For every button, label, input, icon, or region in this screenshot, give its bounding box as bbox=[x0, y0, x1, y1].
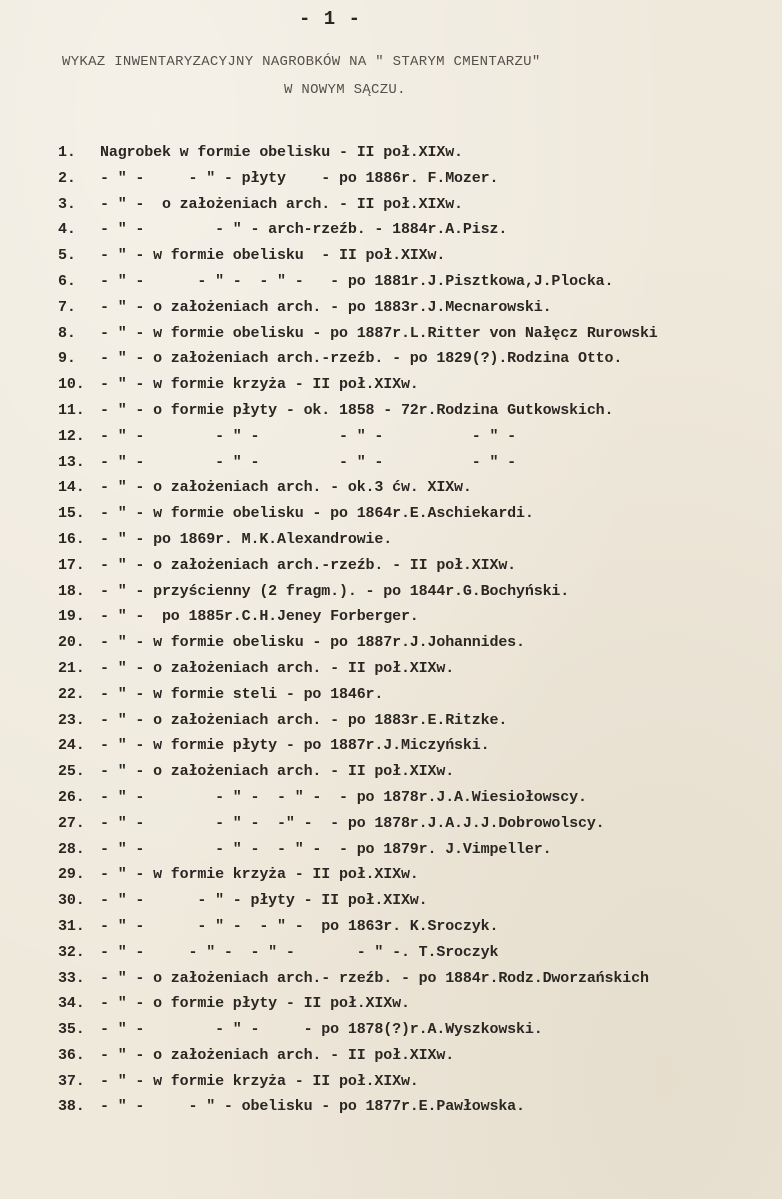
entry-text: - " - - " - - " - - po 1878r.J.A.Wiesiołowscy. bbox=[100, 788, 587, 806]
entry-text: - " - o założeniach arch. - II poł.XIXw. bbox=[100, 763, 455, 781]
list-item bbox=[0, 630, 782, 656]
entry-number: 30. bbox=[58, 892, 85, 910]
entry-text: - " - - " - - " - - " - bbox=[100, 453, 517, 471]
entry-number: 15. bbox=[58, 505, 85, 523]
entry-number: 18. bbox=[58, 582, 85, 600]
document-title: WYKAZ INWENTARYZACYJNY NAGROBKÓW NA " STARYM CMENTARZU" bbox=[62, 54, 541, 70]
entry-text: - " - o założeniach arch. - po 1883r.E.Ritzke. bbox=[100, 711, 508, 729]
entry-number: 8. bbox=[58, 324, 76, 342]
entry-number: 38. bbox=[58, 1098, 85, 1116]
entry-number: 31. bbox=[58, 917, 85, 935]
entry-text: - " - - " - - " - - " - bbox=[100, 427, 517, 445]
entry-number: 4. bbox=[58, 221, 76, 239]
list-item bbox=[0, 1069, 782, 1095]
entry-number: 1. bbox=[58, 144, 76, 161]
entry-number: 16. bbox=[58, 530, 85, 548]
list-item bbox=[0, 501, 782, 527]
entry-number: 34. bbox=[58, 995, 85, 1013]
list-item bbox=[0, 553, 782, 579]
list-item bbox=[0, 217, 782, 243]
list-item bbox=[0, 579, 782, 605]
list-item bbox=[0, 243, 782, 269]
entry-text: - " - - " - - " - - po 1879r. J.Vimpeller. bbox=[100, 840, 552, 858]
entry-number: 6. bbox=[58, 272, 76, 290]
inventory-list bbox=[0, 140, 782, 1120]
list-item bbox=[0, 295, 782, 321]
list-item bbox=[0, 372, 782, 398]
entry-number: 7. bbox=[58, 298, 76, 316]
entry-text: - " - - " - płyty - po 1886r. F.Mozer. bbox=[100, 169, 499, 187]
entry-text: - " - - " - - " - - po 1881r.J.Pisztkowa,J.Plocka. bbox=[100, 272, 614, 290]
entry-number: 25. bbox=[58, 763, 85, 781]
list-item bbox=[0, 682, 782, 708]
entry-text: - " - przyścienny (2 fragm.). - po 1844r.G.Bochyński. bbox=[100, 582, 570, 600]
entry-text: - " - o założeniach arch. - II poł.XIXw. bbox=[100, 195, 463, 213]
entry-text: - " - o założeniach arch. - ok.3 ćw. XIXw. bbox=[100, 479, 472, 497]
list-item bbox=[0, 140, 782, 166]
entry-number: 17. bbox=[58, 556, 85, 574]
entry-number: 28. bbox=[58, 840, 85, 858]
entry-text: - " - - " - - po 1878(?)r.A.Wyszkowski. bbox=[100, 1021, 543, 1039]
entry-text: - " - - " - obelisku - po 1877r.E.Pawłowska. bbox=[100, 1098, 525, 1116]
list-item bbox=[0, 346, 782, 372]
entry-text: - " - o założeniach arch.- rzeźb. - po 1884r.Rodz.Dworzańskich bbox=[100, 969, 649, 987]
entry-number: 33. bbox=[58, 969, 85, 987]
list-item bbox=[0, 811, 782, 837]
list-item bbox=[0, 450, 782, 476]
entry-text: - " - po 1869r. M.K.Alexandrowie. bbox=[100, 530, 393, 548]
entry-text: - " - w formie krzyża - II poł.XIXw. bbox=[100, 1072, 419, 1090]
list-item bbox=[0, 192, 782, 218]
entry-text: - " - w formie obelisku - po 1864r.E.Aschiekardi. bbox=[100, 505, 534, 523]
entry-number: 22. bbox=[58, 685, 85, 703]
entry-number: 13. bbox=[58, 453, 85, 471]
list-item bbox=[0, 759, 782, 785]
entry-number: 10. bbox=[58, 376, 85, 394]
entry-text: - " - - " - - " - - " -. T.Sroczyk bbox=[100, 943, 499, 961]
list-item bbox=[0, 1043, 782, 1069]
list-item bbox=[0, 966, 782, 992]
list-item bbox=[0, 398, 782, 424]
entry-number: 24. bbox=[58, 737, 85, 755]
entry-text: - " - o formie płyty - ok. 1858 - 72r.Rodzina Gutkowskich. bbox=[100, 401, 614, 419]
entry-text: - " - w formie płyty - po 1887r.J.Miczyński. bbox=[100, 737, 490, 755]
entry-text: - " - w formie krzyża - II poł.XIXw. bbox=[100, 866, 419, 884]
entry-text: - " - o formie płyty - II poł.XIXw. bbox=[100, 995, 410, 1013]
entry-text: - " - - " - -" - - po 1878r.J.A.J.J.Dobrowolscy. bbox=[100, 814, 605, 832]
entry-text: - " - w formie steli - po 1846r. bbox=[100, 685, 384, 703]
list-item bbox=[0, 837, 782, 863]
list-item bbox=[0, 1094, 782, 1120]
entry-number: 3. bbox=[58, 195, 76, 213]
entry-number: 12. bbox=[58, 427, 85, 445]
entry-number: 27. bbox=[58, 814, 85, 832]
list-item bbox=[0, 785, 782, 811]
entry-text: - " - o założeniach arch. - II poł.XIXw. bbox=[100, 659, 455, 677]
entry-text: - " - o założeniach arch. - po 1883r.J.Mecnarowski. bbox=[100, 298, 552, 316]
list-item bbox=[0, 888, 782, 914]
entry-text: - " - - " - arch-rzeźb. - 1884r.A.Pisz. bbox=[100, 221, 508, 239]
entry-number: 32. bbox=[58, 943, 85, 961]
entry-text: - " - w formie krzyża - II poł.XIXw. bbox=[100, 376, 419, 394]
entry-text: - " - o założeniach arch.-rzeźb. - po 1829(?).Rodzina Otto. bbox=[100, 350, 623, 368]
entry-number: 5. bbox=[58, 247, 76, 265]
entry-number: 21. bbox=[58, 659, 85, 677]
list-item bbox=[0, 914, 782, 940]
entry-text: - " - - " - - " - po 1863r. K.Sroczyk. bbox=[100, 917, 499, 935]
entry-number: 29. bbox=[58, 866, 85, 884]
entry-number: 37. bbox=[58, 1072, 85, 1090]
list-item bbox=[0, 475, 782, 501]
entry-text: - " - o założeniach arch. - II poł.XIXw. bbox=[100, 1046, 455, 1064]
entry-number: 2. bbox=[58, 169, 76, 187]
list-item bbox=[0, 527, 782, 553]
list-item bbox=[0, 656, 782, 682]
entry-number: 36. bbox=[58, 1046, 85, 1064]
list-item bbox=[0, 604, 782, 630]
list-item bbox=[0, 321, 782, 347]
entry-text: - " - w formie obelisku - II poł.XIXw. bbox=[100, 247, 446, 265]
entry-text: - " - - " - płyty - II poł.XIXw. bbox=[100, 892, 428, 910]
page-number: - 1 - bbox=[298, 8, 361, 30]
list-item bbox=[0, 733, 782, 759]
entry-text: Nagrobek w formie obelisku - II poł.XIXw. bbox=[100, 144, 463, 161]
entry-number: 19. bbox=[58, 608, 85, 626]
list-item bbox=[0, 166, 782, 192]
entry-text: - " - w formie obelisku - po 1887r.J.Johannides. bbox=[100, 634, 525, 652]
list-item bbox=[0, 991, 782, 1017]
list-item bbox=[0, 708, 782, 734]
entry-number: 20. bbox=[58, 634, 85, 652]
entry-text: - " - o założeniach arch.-rzeźb. - II poł.XIXw. bbox=[100, 556, 517, 574]
entry-number: 35. bbox=[58, 1021, 85, 1039]
list-item bbox=[0, 862, 782, 888]
list-item bbox=[0, 424, 782, 450]
entry-number: 14. bbox=[58, 479, 85, 497]
entry-text: - " - po 1885r.C.H.Jeney Forberger. bbox=[100, 608, 419, 626]
list-item bbox=[0, 1017, 782, 1043]
document-subtitle: W NOWYM SĄCZU. bbox=[284, 82, 406, 98]
entry-number: 11. bbox=[58, 401, 85, 419]
entry-number: 26. bbox=[58, 788, 85, 806]
entry-text: - " - w formie obelisku - po 1887r.L.Ritter von Nałęcz Rurowski bbox=[100, 324, 658, 342]
entry-number: 23. bbox=[58, 711, 85, 729]
entry-number: 9. bbox=[58, 350, 76, 368]
list-item bbox=[0, 940, 782, 966]
list-item bbox=[0, 269, 782, 295]
